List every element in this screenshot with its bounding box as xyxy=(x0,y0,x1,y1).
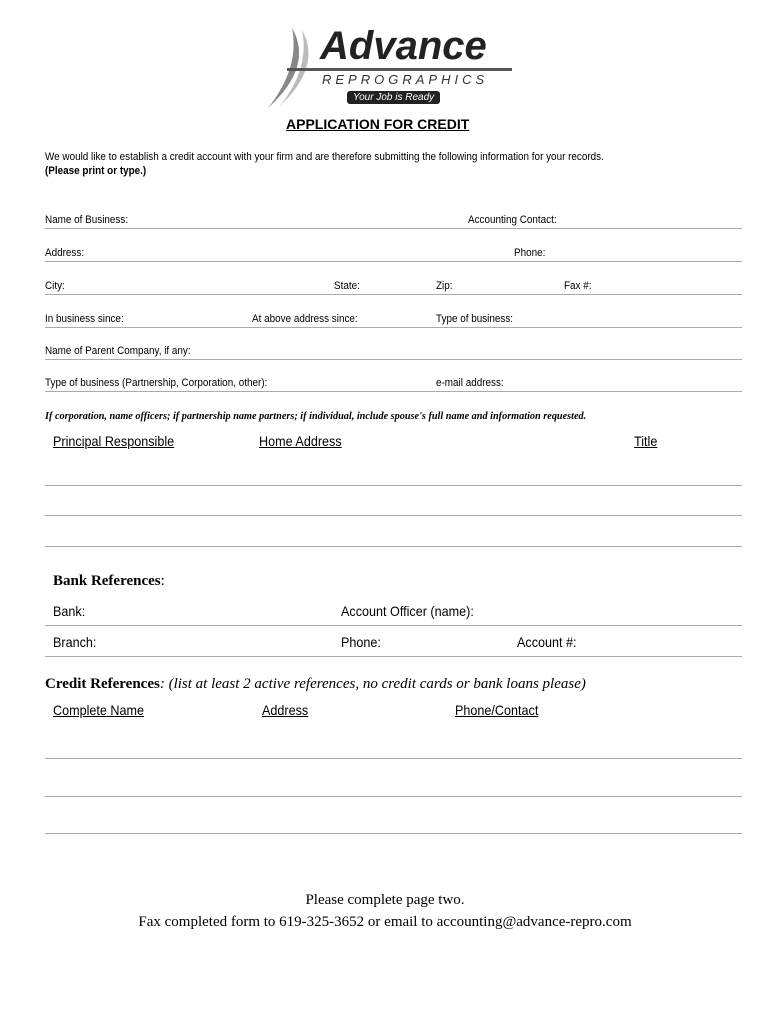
bank-label: Bank: xyxy=(53,603,86,619)
credit-address-header: Address xyxy=(262,702,309,718)
footer-line-2: Fax completed form to 619-325-3652 or email to accounting@advance-repro.com xyxy=(138,914,632,930)
zip-label: Zip: xyxy=(436,280,453,292)
address-label: Address: xyxy=(45,247,85,259)
parent-company-field[interactable] xyxy=(45,359,742,360)
credit-row-3[interactable] xyxy=(45,833,742,834)
bank-field[interactable] xyxy=(45,625,742,626)
parent-company-label: Name of Parent Company, if any: xyxy=(45,345,191,357)
at-above-address-label: At above address since: xyxy=(252,313,358,325)
branch-label: Branch: xyxy=(53,634,97,650)
in-business-since-label: In business since: xyxy=(45,313,124,325)
phone-label: Phone: xyxy=(514,247,546,259)
phone-contact-header: Phone/Contact xyxy=(455,702,539,718)
logo-subtitle: REPROGRAPHICS xyxy=(322,72,489,87)
logo-brand: Advance xyxy=(320,24,487,68)
branch-field[interactable] xyxy=(45,656,742,657)
officer-row-3[interactable] xyxy=(45,546,742,547)
state-label: State: xyxy=(334,280,360,292)
city-field[interactable] xyxy=(45,294,742,295)
account-number-label: Account #: xyxy=(517,634,577,650)
accounting-contact-label: Accounting Contact: xyxy=(468,214,557,226)
name-of-business-label: Name of Business: xyxy=(45,214,129,226)
home-address-header: Home Address xyxy=(259,433,342,449)
officer-row-2[interactable] xyxy=(45,515,742,516)
account-officer-label: Account Officer (name): xyxy=(341,603,474,619)
intro-note: (Please print or type.) xyxy=(45,165,147,177)
complete-name-header: Complete Name xyxy=(53,702,145,718)
logo-tagline: Your Job is Ready xyxy=(347,91,440,104)
business-type-full-label: Type of business (Partnership, Corporation, other): xyxy=(45,377,268,389)
fax-label: Fax #: xyxy=(564,280,592,292)
company-logo xyxy=(262,26,512,110)
principal-header: Principal Responsible xyxy=(53,433,175,449)
bank-references-heading: Bank References: xyxy=(53,573,165,589)
title-header: Title xyxy=(634,433,658,449)
name-of-business-field[interactable] xyxy=(45,228,742,229)
intro-text: We would like to establish a credit account with your firm and are therefore submitting the following information for your records. xyxy=(45,151,604,163)
officers-instruction: If corporation, name officers; if partnership name partners; if individual, include spouse's full name and information requested. xyxy=(45,410,587,422)
page-title: APPLICATION FOR CREDIT xyxy=(286,116,470,132)
address-field[interactable] xyxy=(45,261,742,262)
type-of-business-label: Type of business: xyxy=(436,313,514,325)
credit-row-2[interactable] xyxy=(45,796,742,797)
business-since-field[interactable] xyxy=(45,327,742,328)
footer-line-1: Please complete page two. xyxy=(305,892,465,908)
email-field[interactable] xyxy=(45,391,742,392)
credit-references-heading: Credit References: (list at least 2 active references, no credit cards or bank loans please) xyxy=(45,676,586,692)
city-label: City: xyxy=(45,280,65,292)
email-label: e-mail address: xyxy=(436,377,504,389)
credit-row-1[interactable] xyxy=(45,758,742,759)
officer-row-1[interactable] xyxy=(45,485,742,486)
bank-phone-label: Phone: xyxy=(341,634,381,650)
